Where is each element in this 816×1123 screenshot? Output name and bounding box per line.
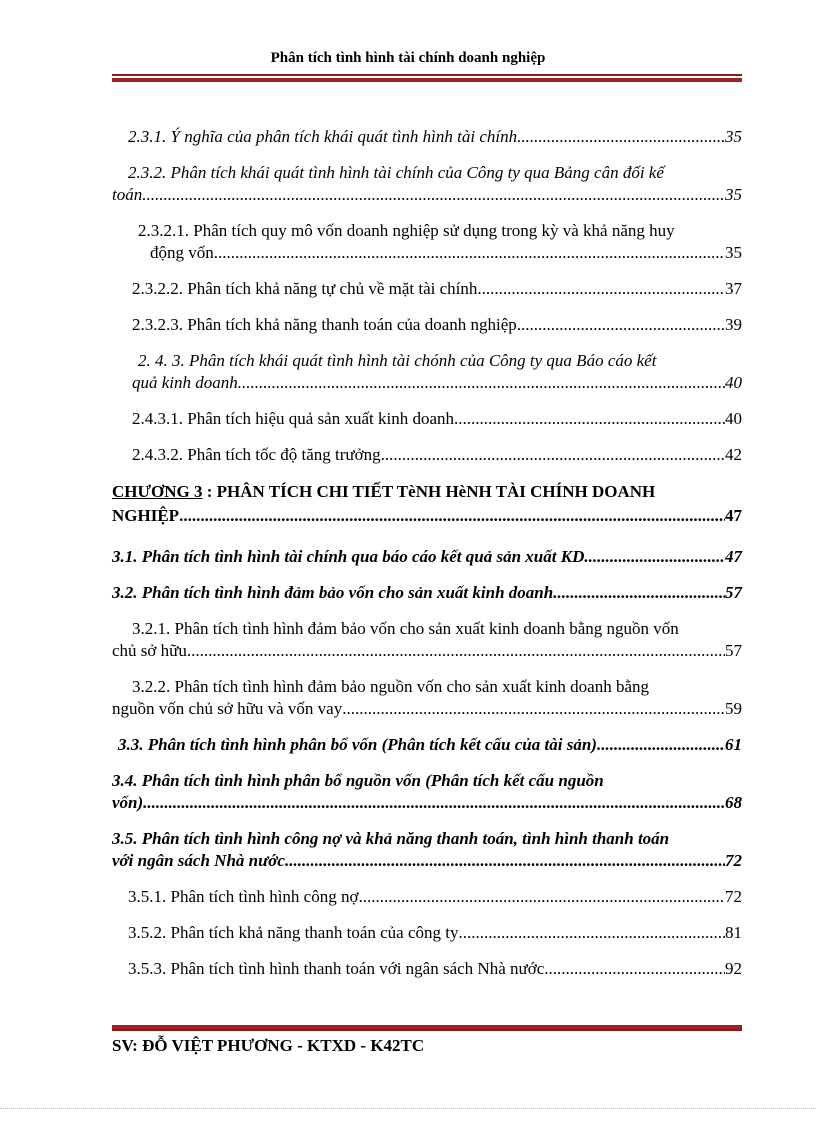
toc-page-number: 72 bbox=[725, 887, 742, 906]
chapter-title-line2: NGHIỆP bbox=[112, 506, 180, 525]
toc-entry-title-line2: vốn) bbox=[112, 793, 144, 812]
toc-page-number: 61 bbox=[725, 735, 742, 754]
toc-entry-title-line1: 2. 4. 3. Phân tích khái quát tình hình tài chónh của Công ty qua Báo cáo kết bbox=[138, 351, 657, 370]
toc-page-number: 40 bbox=[725, 373, 742, 392]
toc-entry-title-line2: chủ sở hữu bbox=[112, 641, 187, 660]
toc-entry-title: 3.1. Phân tích tình hình tài chính qua báo cáo kết quả sản xuất KD bbox=[112, 547, 585, 566]
table-of-contents bbox=[112, 126, 742, 994]
page-header: Phân tích tình hình tài chính doanh nghiệp bbox=[270, 50, 546, 66]
toc-entry-3-5-2 bbox=[112, 922, 742, 944]
toc-entry-3-5-1 bbox=[112, 886, 742, 908]
toc-entry-title: 3.3. Phân tích tình hình phân bổ vốn (Phân tích kết cấu của tài sản) bbox=[118, 735, 597, 754]
toc-page-number: 72 bbox=[725, 851, 742, 870]
toc-entry-2-3-2 bbox=[112, 162, 742, 206]
toc-page-number: 35 bbox=[725, 185, 742, 204]
toc-entry-title-line1: 3.5. Phân tích tình hình công nợ và khả năng thanh toán, tình hình thanh toán bbox=[112, 829, 670, 848]
toc-page-number: 81 bbox=[725, 923, 742, 942]
toc-entry-2-3-2-3 bbox=[112, 314, 742, 336]
toc-page-number: 40 bbox=[725, 409, 742, 428]
toc-entry-3-5-3 bbox=[112, 958, 742, 980]
toc-page-number: 47 bbox=[725, 547, 742, 566]
toc-entry-title: 2.4.3.1. Phân tích hiệu quả sản xuất kinh doanh bbox=[132, 409, 455, 428]
toc-entry-title-line2: nguồn vốn chủ sở hữu và vốn vay bbox=[112, 699, 343, 718]
toc-entry-title: 2.3.1. Ý nghĩa của phân tích khái quát tình hình tài chính bbox=[128, 127, 518, 146]
toc-entry-3-3 bbox=[112, 734, 742, 756]
page-boundary-line bbox=[0, 1108, 816, 1109]
toc-page-number: 35 bbox=[725, 127, 742, 146]
toc-page-number: 57 bbox=[725, 583, 742, 602]
toc-entry-3-4 bbox=[112, 770, 742, 814]
toc-entry-2-3-2-1 bbox=[112, 220, 742, 264]
toc-entry-2-4-3 bbox=[112, 350, 742, 394]
header-rule bbox=[112, 74, 742, 82]
toc-entry-title-line2: quả kinh doanh bbox=[132, 373, 238, 392]
toc-entry-3-2-2 bbox=[112, 676, 742, 720]
toc-entry-title-line1: 2.3.2.1. Phân tích quy mô vốn doanh nghiệp sử dụng trong kỳ và khả năng huy bbox=[138, 221, 675, 240]
toc-entry-2-3-1 bbox=[112, 126, 742, 148]
toc-entry-title: 2.3.2.3. Phân tích khả năng thanh toán của doanh nghiệp bbox=[132, 315, 517, 334]
toc-entry-title-line2: với ngân sách Nhà nước bbox=[112, 851, 285, 870]
toc-entry-title-line2: động vốn bbox=[150, 243, 214, 262]
toc-chapter-3 bbox=[112, 480, 742, 528]
toc-entry-2-3-2-2 bbox=[112, 278, 742, 300]
toc-page-number: 92 bbox=[725, 959, 742, 978]
toc-page-number: 37 bbox=[725, 279, 742, 298]
toc-entry-title: 2.3.2.2. Phân tích khả năng tự chủ về mặt tài chính bbox=[132, 279, 478, 298]
toc-entry-title-line1: 3.4. Phân tích tình hình phân bổ nguồn vốn (Phân tích kết cấu nguồn bbox=[112, 771, 604, 790]
toc-entry-3-5 bbox=[112, 828, 742, 872]
toc-entry-2-4-3-2 bbox=[112, 444, 742, 466]
toc-page-number: 68 bbox=[725, 793, 742, 812]
page-footer: SV: ĐỖ VIỆT PHƯƠNG - KTXD - K42TC bbox=[112, 1036, 425, 1055]
toc-entry-title-line1: 3.2.1. Phân tích tình hình đảm bảo vốn cho sản xuất kinh doanh bằng nguồn vốn bbox=[132, 619, 679, 638]
toc-entry-3-2 bbox=[112, 582, 742, 604]
toc-entry-title-line2: toán bbox=[112, 185, 143, 204]
toc-page-number: 47 bbox=[725, 506, 742, 525]
toc-entry-title: 3.2. Phân tích tình hình đảm bảo vốn cho sản xuất kinh doanh bbox=[112, 583, 554, 602]
toc-entry-title: 3.5.3. Phân tích tình hình thanh toán với ngân sách Nhà nước bbox=[128, 959, 545, 978]
toc-page-number: 59 bbox=[725, 699, 742, 718]
toc-entry-title-line1: 2.3.2. Phân tích khái quát tình hình tài chính của Công ty qua Bảng cân đối kế bbox=[128, 163, 664, 182]
chapter-title-line1: : PHÂN TÍCH CHI TIẾT TèNH HèNH TÀI CHÍNH DOANH bbox=[202, 482, 656, 501]
toc-page-number: 35 bbox=[725, 243, 742, 262]
toc-entry-2-4-3-1 bbox=[112, 408, 742, 430]
toc-page-number: 42 bbox=[725, 445, 742, 464]
footer-rule bbox=[112, 1023, 742, 1031]
toc-entry-3-1 bbox=[112, 546, 742, 568]
toc-entry-title: 3.5.2. Phân tích khả năng thanh toán của công ty bbox=[128, 923, 459, 942]
toc-entry-title-line1: 3.2.2. Phân tích tình hình đảm bảo nguồn vốn cho sản xuất kinh doanh bằng bbox=[132, 677, 650, 696]
chapter-label: CHƯƠNG 3 bbox=[112, 482, 203, 501]
toc-page-number: 57 bbox=[725, 641, 742, 660]
toc-entry-title: 2.4.3.2. Phân tích tốc độ tăng trưởng bbox=[132, 445, 381, 464]
toc-entry-title: 3.5.1. Phân tích tình hình công nợ bbox=[128, 887, 359, 906]
toc-entry-3-2-1 bbox=[112, 618, 742, 662]
toc-page-number: 39 bbox=[725, 315, 742, 334]
